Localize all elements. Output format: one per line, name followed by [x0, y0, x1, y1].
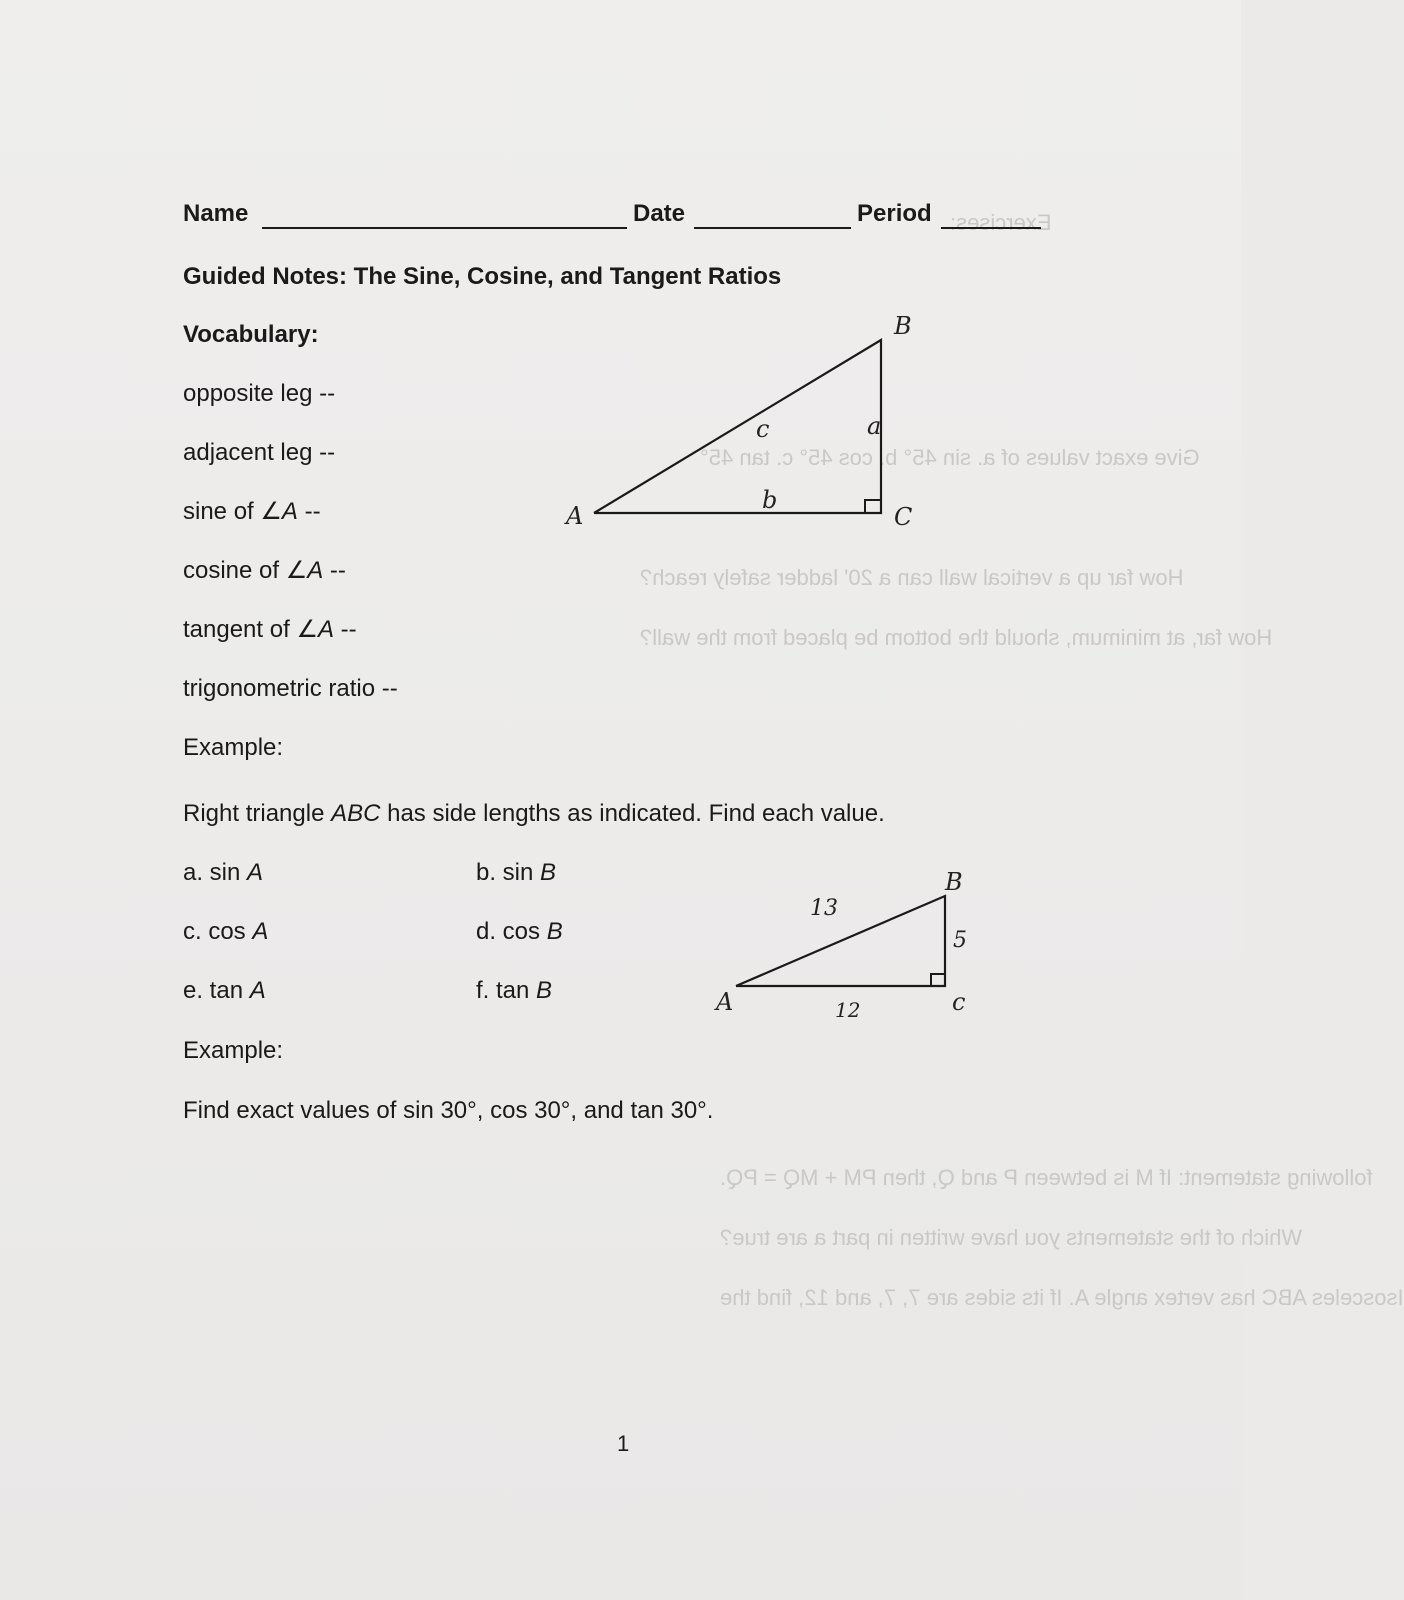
- question-a: a. sin A: [183, 859, 264, 886]
- diagram2-hypotenuse-label: 13: [810, 896, 838, 921]
- diagram1-side-b: b: [762, 486, 778, 514]
- vocab-item-tangent: tangent of ∠A --: [183, 616, 357, 643]
- diagram1-side-c: c: [756, 415, 770, 443]
- question-b: b. sin B: [476, 859, 557, 886]
- bleed-through-text: How far up a vertical wall can a 20' ladder safely reach?: [640, 565, 1184, 590]
- vocab-item-cosine: cosine of ∠A --: [183, 557, 346, 584]
- example2-heading: Example:: [183, 1037, 284, 1064]
- bleed-through-text: Isosceles ABC has vertex angle A. If its sides are 7, 7, and 12, find the: [720, 1285, 1404, 1310]
- period-field[interactable]: [941, 205, 1041, 229]
- diagram2-leg-bc-label: 5: [953, 928, 967, 953]
- bleed-through-text: How far, at minimum, should the bottom be placed from the wall?: [640, 625, 1273, 650]
- question-d: d. cos B: [476, 918, 563, 945]
- question-f: f. tan B: [476, 977, 553, 1004]
- angle-symbol: ∠: [296, 616, 318, 643]
- date-label: Date: [633, 200, 686, 227]
- bleed-through-text: Exercises:: [950, 210, 1052, 235]
- diagram1-vertex-a: A: [566, 502, 584, 530]
- vocab-item-opposite-leg: opposite leg --: [183, 380, 336, 407]
- diagram1-vertex-b: B: [894, 312, 912, 340]
- date-field[interactable]: [694, 205, 851, 229]
- question-c: c. cos A: [183, 918, 269, 945]
- angle-symbol: ∠: [260, 498, 282, 525]
- page-title: Guided Notes: The Sine, Cosine, and Tangent Ratios: [183, 263, 782, 290]
- diagram1-vertex-c: C: [894, 503, 913, 531]
- vocabulary-heading: Vocabulary:: [183, 321, 319, 348]
- name-label: Name: [183, 200, 249, 227]
- vocab-item-trig-ratio: trigonometric ratio --: [183, 675, 398, 702]
- name-field[interactable]: [262, 205, 627, 229]
- bleed-through-text: following statement: If M is between P and Q, then PM + MQ = PQ.: [720, 1165, 1373, 1190]
- diagram2-vertex-a: A: [716, 988, 734, 1016]
- example1-prompt: Right triangle ABC has side lengths as indicated. Find each value.: [183, 800, 885, 827]
- example2-prompt: Find exact values of sin 30°, cos 30°, and tan 30°.: [183, 1097, 714, 1124]
- diagram2-vertex-c: c: [952, 988, 966, 1016]
- angle-symbol: ∠: [285, 557, 308, 584]
- diagram1-side-a: a: [867, 412, 882, 440]
- diagram2-leg-ac-label: 12: [835, 998, 861, 1022]
- bleed-through-text: Which of the statements you have written in part a are true?: [720, 1225, 1303, 1250]
- vocab-item-adjacent-leg: adjacent leg --: [183, 439, 336, 466]
- diagram2-vertex-b: B: [945, 868, 963, 896]
- bleed-through-text: Give exact values of a. sin 45° b. cos 45° c. tan 45°: [700, 445, 1200, 470]
- question-e: e. tan A: [183, 977, 266, 1004]
- example1-heading: Example:: [183, 734, 284, 761]
- page-number: 1: [617, 1431, 630, 1456]
- period-label: Period: [857, 200, 932, 227]
- vocab-item-sine: sine of ∠A --: [183, 498, 321, 525]
